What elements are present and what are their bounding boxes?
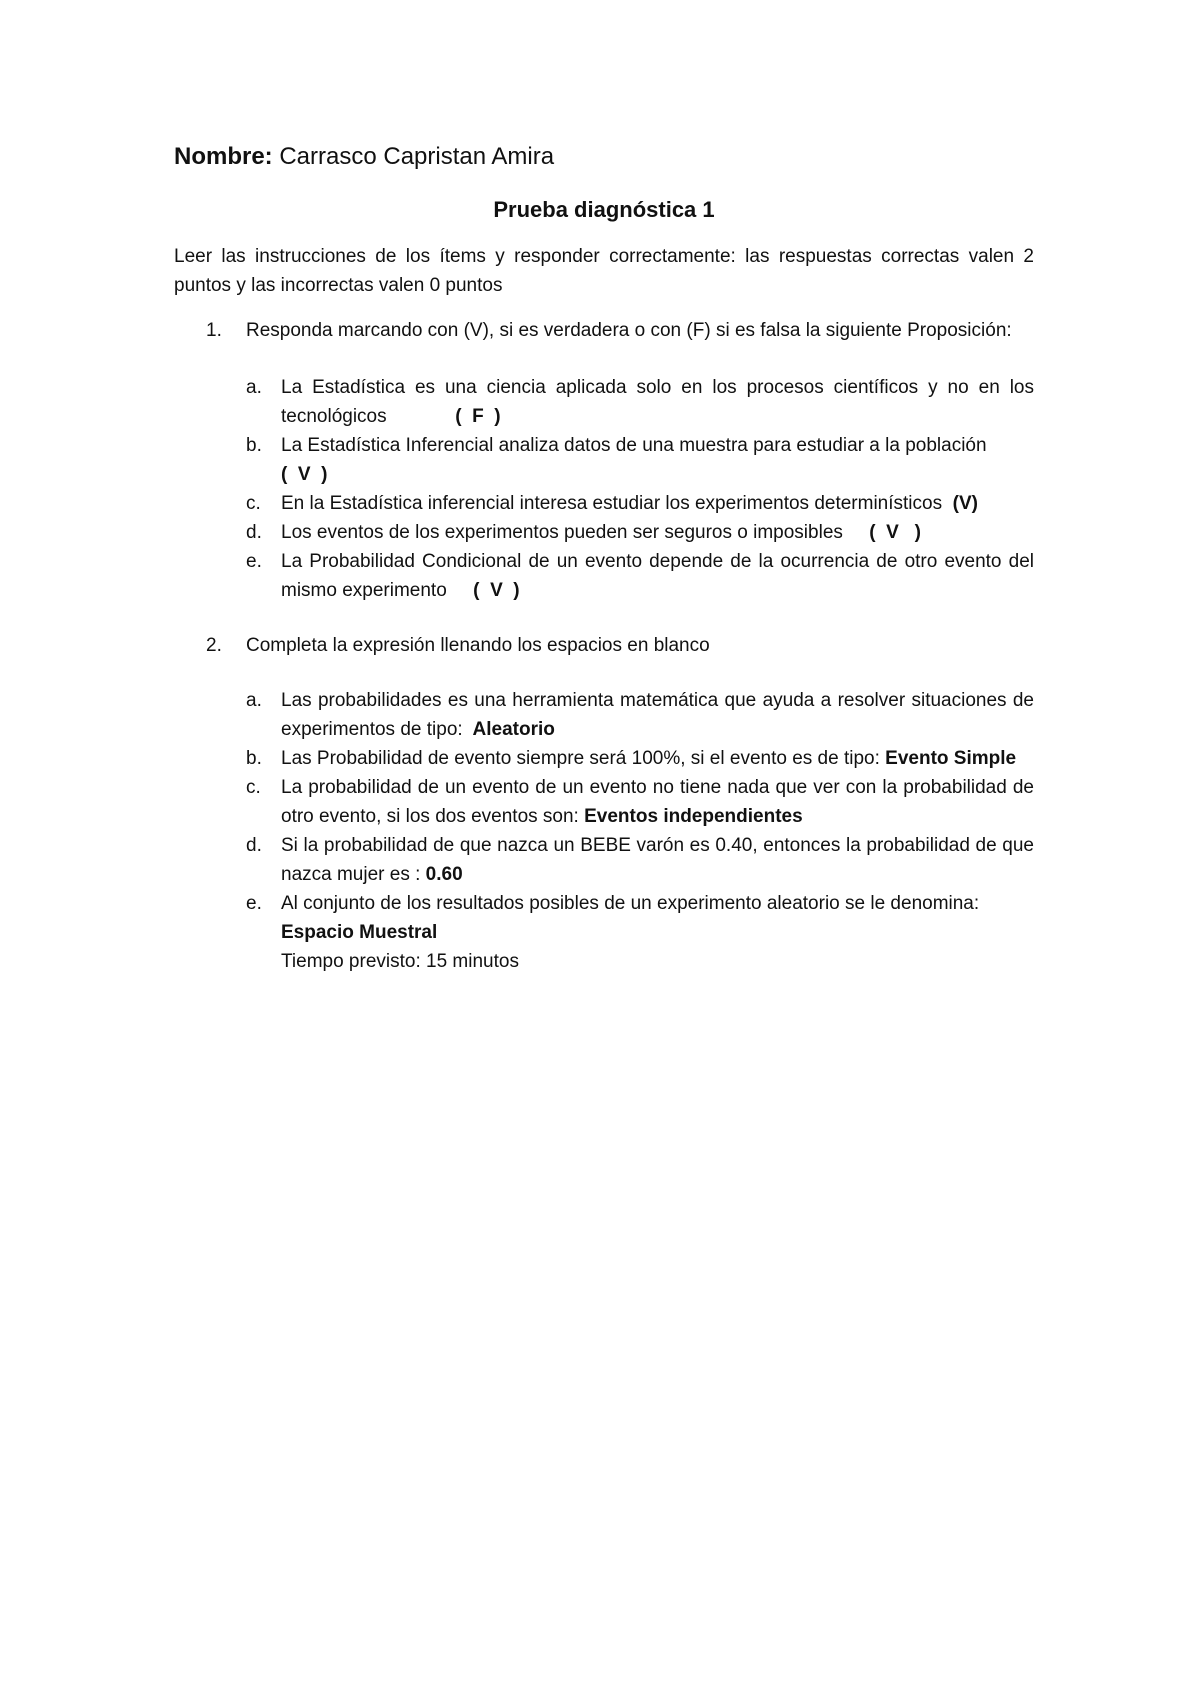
- question-1-text: Responda marcando con (V), si es verdadera o con (F) si es falsa la siguiente Proposición:: [246, 320, 1012, 341]
- question-1-items: [174, 373, 1034, 605]
- question-1-statement: [174, 316, 1034, 345]
- item-text: Si la probabilidad de que nazca un BEBE varón es 0.40, entonces la probabilidad de que nazca mujer es :: [281, 835, 1034, 885]
- question-1-number: 1.: [206, 320, 222, 341]
- item-answer: ( V ): [452, 580, 520, 601]
- list-item: [174, 489, 1034, 518]
- question-2: [174, 631, 1034, 976]
- item-answer: ( F ): [386, 406, 501, 427]
- item-letter: c.: [246, 777, 261, 798]
- item-letter: e.: [246, 551, 262, 572]
- list-item: [174, 831, 1034, 889]
- list-item: [174, 547, 1034, 605]
- item-text: Las probabilidades es una herramienta matemática que ayuda a resolver situaciones de experimentos de tipo:: [281, 690, 1034, 740]
- item-letter: d.: [246, 835, 262, 856]
- item-answer: Eventos independientes: [584, 806, 803, 827]
- item-text: Las Probabilidad de evento siempre será 100%, si el evento es de tipo:: [281, 748, 886, 769]
- list-item: [174, 686, 1034, 744]
- item-text: La Probabilidad Condicional de un evento depende de la ocurrencia de otro evento del mismo experimento: [281, 551, 1034, 601]
- list-item: [174, 889, 1034, 947]
- item-text: La probabilidad de un evento de un evento no tiene nada que ver con la probabilidad de otro evento, si los dos eventos son:: [281, 777, 1034, 827]
- item-letter: b.: [246, 748, 262, 769]
- item-text: Los eventos de los experimentos pueden ser seguros o imposibles: [281, 522, 849, 543]
- item-answer: Aleatorio: [467, 719, 555, 740]
- question-2-number: 2.: [206, 635, 222, 656]
- item-letter: c.: [246, 493, 261, 514]
- question-2-text: Completa la expresión llenando los espacios en blanco: [246, 635, 710, 656]
- item-text: Al conjunto de los resultados posibles de un experimento aleatorio se le denomina:: [281, 893, 980, 914]
- question-1: [174, 316, 1034, 605]
- item-letter: d.: [246, 522, 262, 543]
- list-item: [174, 431, 1034, 489]
- question-2-statement: [174, 631, 1034, 660]
- item-letter: a.: [246, 690, 262, 711]
- item-letter: a.: [246, 377, 262, 398]
- question-2-items: [174, 686, 1034, 947]
- name-label: Nombre:: [174, 143, 273, 170]
- item-answer: Espacio Muestral: [281, 922, 438, 943]
- page-title: Prueba diagnóstica 1: [493, 197, 715, 222]
- time-estimate: Tiempo previsto: 15 minutos: [281, 951, 519, 972]
- item-text: La Estadística Inferencial analiza datos de una muestra para estudiar a la población: [281, 435, 987, 456]
- item-letter: e.: [246, 893, 262, 914]
- student-name: Carrasco Capristan Amira: [272, 143, 555, 170]
- item-answer: ( V ): [281, 464, 328, 485]
- item-answer: Evento Simple: [885, 748, 1017, 769]
- list-item: [174, 773, 1034, 831]
- list-item: [174, 744, 1034, 773]
- instructions: Leer las instrucciones de los ítems y responder correctamente: las respuestas correctas valen 2 puntos y las incorrectas valen 0 puntos: [174, 246, 1034, 296]
- list-item: [174, 518, 1034, 547]
- student-name-line: [174, 140, 1034, 174]
- item-text: En la Estadística inferencial interesa estudiar los experimentos determinísticos: [281, 493, 948, 514]
- list-item: [174, 373, 1034, 431]
- document-content: [174, 140, 1034, 976]
- item-text: La Estadística es una ciencia aplicada solo en los procesos científicos y no en los tecnológicos: [281, 377, 1034, 427]
- item-answer: (V): [947, 493, 978, 514]
- item-letter: b.: [246, 435, 262, 456]
- item-answer: ( V ): [848, 522, 922, 543]
- item-answer: 0.60: [425, 864, 463, 885]
